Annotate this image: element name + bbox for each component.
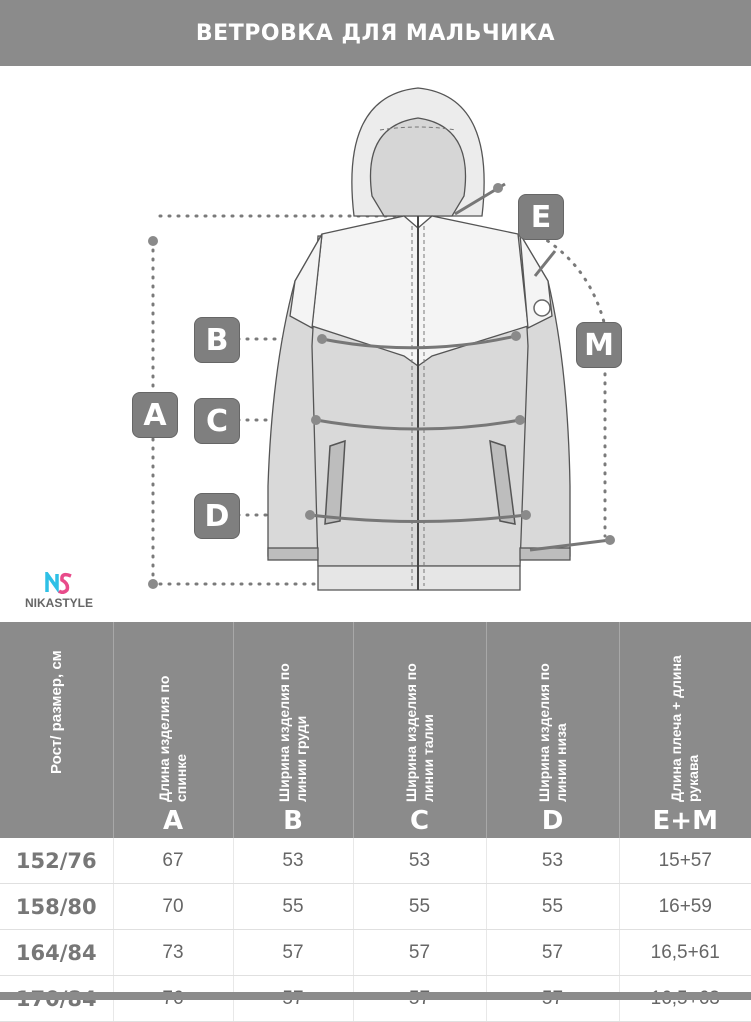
footer-bar (0, 992, 751, 1000)
header-chest (233, 622, 353, 838)
header-hem (486, 622, 619, 838)
table-cell: 73 (113, 930, 233, 976)
header-length (113, 622, 233, 838)
brand-logo (14, 572, 104, 610)
logo-text: NIKASTYLE (14, 596, 104, 610)
header-hem-letter: D (487, 806, 619, 838)
measure-label-c: C (194, 398, 240, 444)
table-cell: 67 (113, 838, 233, 884)
table-cell: 53 (353, 838, 486, 884)
header-size (0, 622, 113, 838)
table-cell: 55 (486, 884, 619, 930)
table-cell: 164/84 (0, 930, 113, 976)
header-sleeve-letter: E+M (620, 806, 751, 838)
header-chest-letter: B (234, 806, 353, 838)
header-size-label: Рост/ размер, см (48, 622, 65, 802)
measure-label-d: D (194, 493, 240, 539)
table-cell: 158/80 (0, 884, 113, 930)
size-table (0, 622, 751, 1022)
table-row (0, 930, 751, 976)
table-cell: 53 (486, 838, 619, 884)
jacket-diagram (0, 66, 751, 622)
header-length-letter: A (114, 806, 233, 838)
table-cell: 55 (233, 884, 353, 930)
logo-mark-icon (45, 572, 73, 594)
table-cell: 15+57 (619, 838, 751, 884)
table-cell: 16+59 (619, 884, 751, 930)
table-cell: 16,5+61 (619, 930, 751, 976)
measure-label-e: E (518, 194, 564, 240)
header-sleeve-label: Длина плеча + длина рукава (668, 652, 702, 802)
jacket-sketch (0, 66, 751, 622)
measure-label-a: A (132, 392, 178, 438)
table-row (0, 838, 751, 884)
table-cell: 57 (233, 930, 353, 976)
measure-label-m: M (576, 322, 622, 368)
table-cell: 57 (486, 930, 619, 976)
table-cell: 57 (353, 930, 486, 976)
header-chest-label: Ширина изделия по линии груди (276, 652, 310, 802)
table-cell: 55 (353, 884, 486, 930)
table-cell: 53 (233, 838, 353, 884)
table-cell: 70 (113, 884, 233, 930)
header-hem-label: Ширина изделия по линии низа (536, 652, 570, 802)
table-cell: 152/76 (0, 838, 113, 884)
measure-label-b: B (194, 317, 240, 363)
page-title: ВЕТРОВКА ДЛЯ МАЛЬЧИКА (0, 0, 751, 66)
size-table-header (0, 622, 751, 838)
header-waist-label: Ширина изделия по линии талии (403, 652, 437, 802)
header-size-letter (0, 806, 113, 838)
table-row (0, 884, 751, 930)
header-sleeve (619, 622, 751, 838)
header-waist-letter: C (354, 806, 486, 838)
header-waist (353, 622, 486, 838)
header-length-label: Длина изделия по спинке (156, 652, 190, 802)
